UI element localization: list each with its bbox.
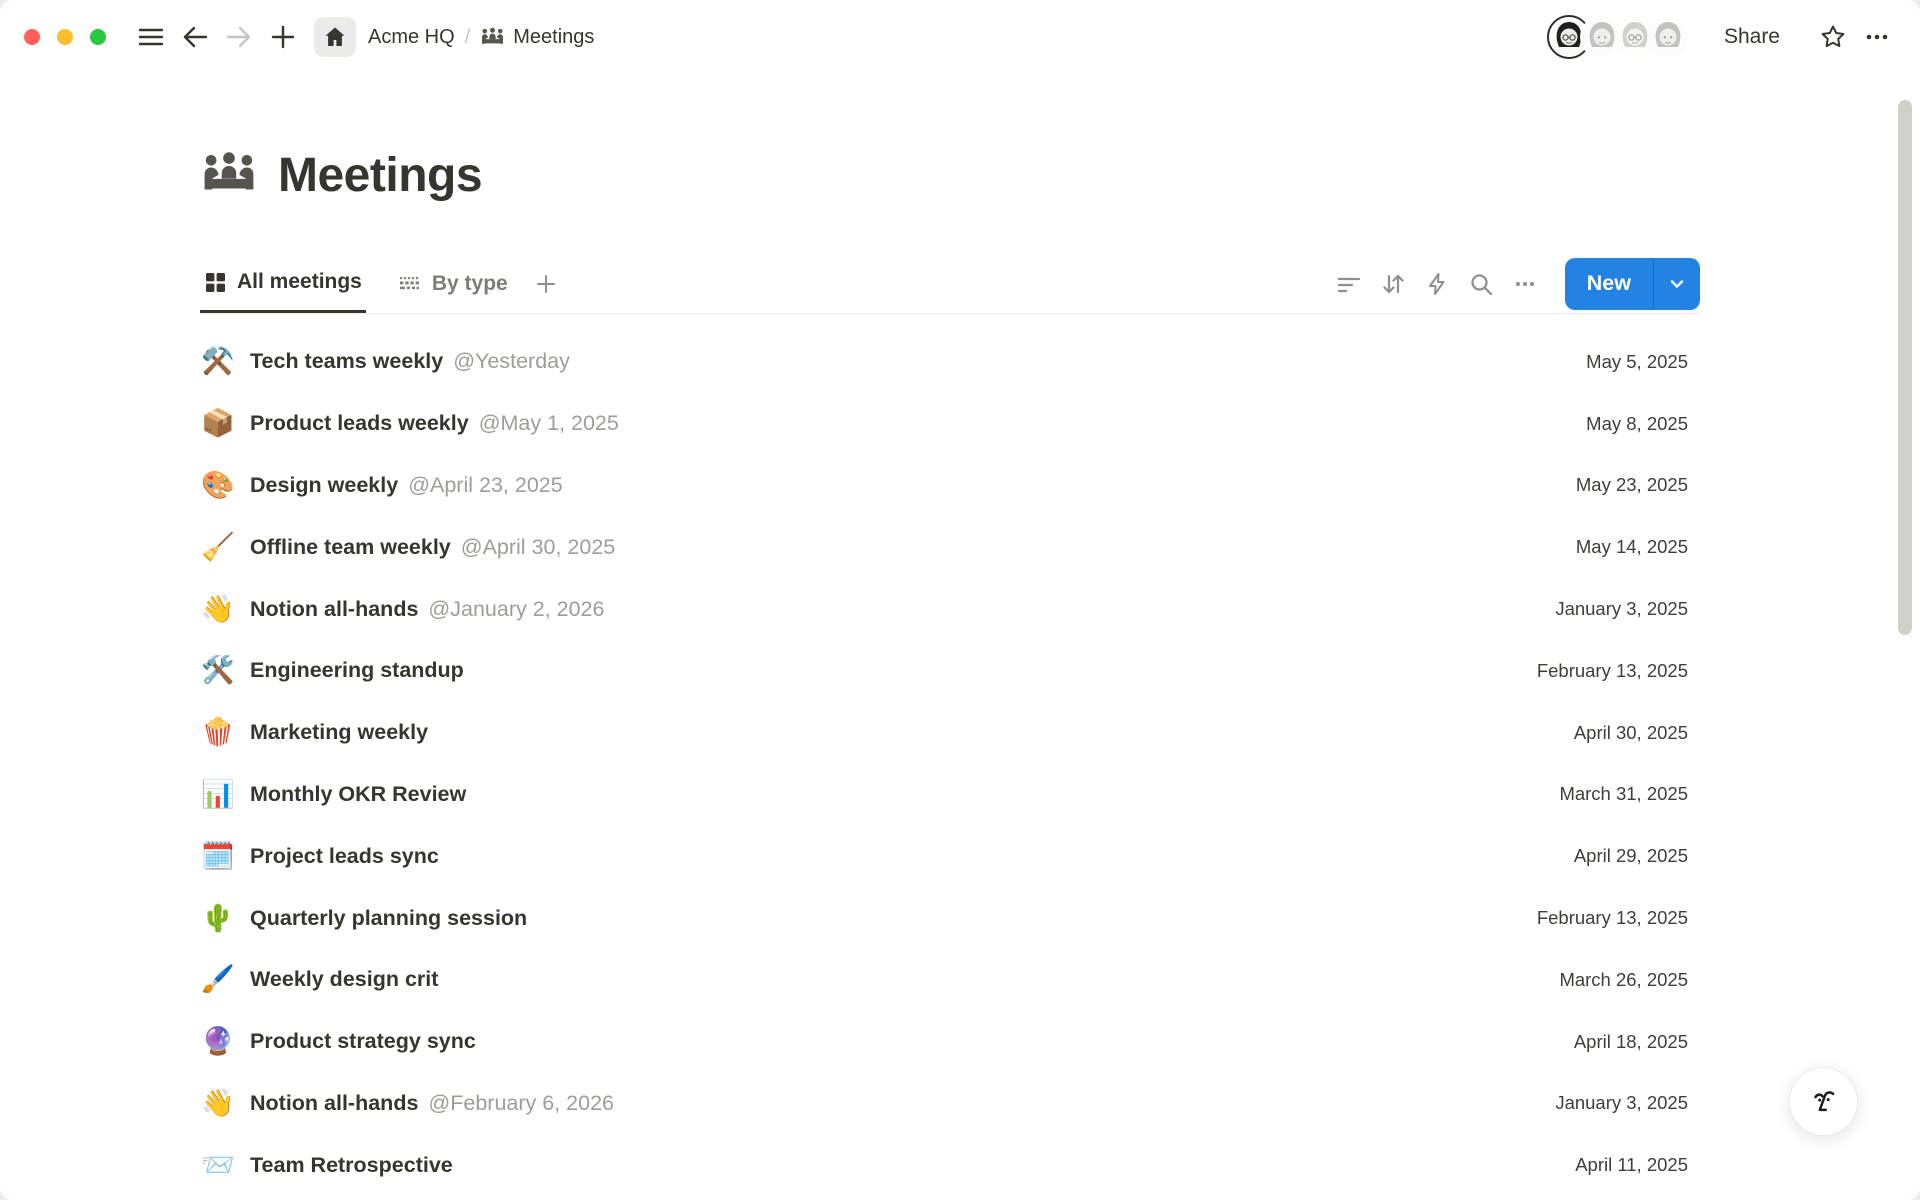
meetings-list bbox=[200, 316, 1700, 1196]
meeting-row[interactable] bbox=[200, 702, 1700, 764]
incoming-envelope-icon: 📨 bbox=[201, 1149, 235, 1180]
presence-avatars[interactable] bbox=[1547, 15, 1690, 59]
row-title[interactable]: Product strategy sync bbox=[250, 1029, 476, 1054]
tab-label: All meetings bbox=[237, 270, 362, 293]
row-title[interactable]: Monthly OKR Review bbox=[250, 781, 467, 806]
share-button[interactable]: Share bbox=[1723, 25, 1780, 48]
row-date-mention[interactable]: @Yesterday bbox=[453, 349, 570, 374]
bar-chart-icon: 📊 bbox=[201, 778, 235, 809]
hammer-and-pick-icon: ⚒️ bbox=[201, 346, 235, 377]
popcorn-icon: 🍿 bbox=[201, 717, 235, 748]
waving-hand-icon: 👋 bbox=[201, 1087, 235, 1118]
forward-arrow-icon bbox=[225, 23, 253, 51]
search-icon bbox=[1468, 271, 1494, 297]
row-date: April 11, 2025 bbox=[1575, 1154, 1688, 1176]
row-title[interactable]: Project leads sync bbox=[250, 843, 439, 868]
home-icon bbox=[323, 25, 347, 49]
hammer-and-wrench-icon: 🛠️ bbox=[201, 655, 235, 686]
board-view-icon bbox=[398, 272, 422, 296]
meeting-row[interactable] bbox=[200, 887, 1700, 949]
row-date: May 23, 2025 bbox=[1575, 474, 1688, 496]
new-dropdown-button[interactable] bbox=[1654, 258, 1700, 310]
chevron-down-icon bbox=[1667, 274, 1687, 294]
ellipsis-icon bbox=[1862, 22, 1892, 52]
meeting-row[interactable] bbox=[200, 1011, 1700, 1073]
tab-by-type[interactable] bbox=[394, 254, 512, 313]
new-button[interactable]: New bbox=[1586, 271, 1631, 295]
view-more-button[interactable] bbox=[1507, 266, 1543, 302]
meeting-row[interactable] bbox=[200, 578, 1700, 640]
breadcrumb-workspace[interactable]: Acme HQ bbox=[368, 25, 455, 48]
row-date: May 14, 2025 bbox=[1575, 536, 1688, 558]
meeting-people-icon[interactable] bbox=[200, 146, 258, 204]
back-button[interactable] bbox=[178, 20, 212, 54]
meeting-row[interactable] bbox=[200, 455, 1700, 517]
star-icon bbox=[1819, 23, 1847, 51]
meeting-row[interactable] bbox=[200, 516, 1700, 578]
new-tab-button[interactable] bbox=[266, 20, 300, 54]
meeting-row[interactable] bbox=[200, 1134, 1700, 1196]
page-more-button[interactable] bbox=[1858, 18, 1896, 56]
add-view-button[interactable] bbox=[534, 254, 558, 313]
row-date: May 8, 2025 bbox=[1586, 412, 1688, 434]
row-title[interactable]: Offline team weekly bbox=[250, 534, 451, 559]
new-button-group bbox=[1565, 258, 1700, 310]
meeting-row[interactable] bbox=[200, 949, 1700, 1011]
row-date: January 3, 2025 bbox=[1555, 1092, 1688, 1114]
top-bar bbox=[0, 0, 1920, 74]
row-date-mention[interactable]: @February 6, 2026 bbox=[428, 1090, 614, 1115]
row-title[interactable]: Notion all-hands bbox=[250, 1090, 419, 1115]
database-toolbar bbox=[1331, 254, 1700, 313]
breadcrumb-page-title: Meetings bbox=[513, 25, 595, 48]
meeting-row[interactable] bbox=[200, 393, 1700, 455]
back-arrow-icon bbox=[181, 23, 209, 51]
lightning-icon bbox=[1424, 271, 1450, 297]
row-date: April 18, 2025 bbox=[1573, 1030, 1688, 1052]
vertical-scrollbar[interactable] bbox=[1898, 100, 1912, 635]
package-icon: 📦 bbox=[201, 408, 235, 439]
row-date-mention[interactable]: @May 1, 2025 bbox=[478, 411, 619, 436]
row-title[interactable]: Tech teams weekly bbox=[250, 349, 444, 374]
sort-icon bbox=[1380, 271, 1406, 297]
breadcrumb-page[interactable] bbox=[476, 23, 598, 52]
cactus-icon: 🌵 bbox=[201, 902, 235, 933]
page-title[interactable]: Meetings bbox=[278, 148, 483, 202]
row-date: March 31, 2025 bbox=[1559, 783, 1688, 805]
view-tabs-bar bbox=[200, 254, 1700, 314]
row-date-mention[interactable]: @April 23, 2025 bbox=[408, 472, 563, 497]
minimize-window-button[interactable] bbox=[57, 29, 73, 45]
row-date-mention[interactable]: @April 30, 2025 bbox=[460, 534, 616, 559]
avatar-4[interactable] bbox=[1646, 15, 1690, 59]
sidebar-menu-button[interactable] bbox=[134, 20, 168, 54]
row-title[interactable]: Notion all-hands bbox=[250, 596, 419, 621]
sort-button[interactable] bbox=[1375, 266, 1411, 302]
meeting-row[interactable] bbox=[200, 764, 1700, 826]
row-title[interactable]: Team Retrospective bbox=[250, 1152, 453, 1177]
meeting-row[interactable] bbox=[200, 825, 1700, 887]
row-date: January 3, 2025 bbox=[1555, 598, 1688, 620]
row-title[interactable]: Engineering standup bbox=[250, 658, 464, 683]
menu-icon bbox=[137, 23, 165, 51]
grid-view-icon bbox=[204, 271, 227, 294]
meeting-row[interactable] bbox=[200, 640, 1700, 702]
row-date: February 13, 2025 bbox=[1536, 907, 1688, 929]
favorite-button[interactable] bbox=[1814, 18, 1852, 56]
waving-hand-icon: 👋 bbox=[201, 593, 235, 624]
page-header bbox=[200, 146, 482, 204]
meeting-people-icon bbox=[480, 25, 505, 50]
more-icon bbox=[1512, 271, 1538, 297]
breadcrumb bbox=[364, 23, 598, 52]
close-window-button[interactable] bbox=[24, 29, 40, 45]
row-date-mention[interactable]: @January 2, 2026 bbox=[428, 596, 605, 621]
broom-icon: 🧹 bbox=[201, 531, 235, 562]
home-button[interactable] bbox=[314, 17, 356, 57]
plus-icon bbox=[269, 23, 297, 51]
plus-icon bbox=[534, 272, 558, 296]
tab-all-meetings[interactable] bbox=[200, 254, 366, 313]
forward-button[interactable] bbox=[222, 20, 256, 54]
meeting-row[interactable] bbox=[200, 331, 1700, 393]
automations-button[interactable] bbox=[1419, 266, 1455, 302]
artist-palette-icon: 🎨 bbox=[201, 469, 235, 500]
row-title[interactable]: Product leads weekly bbox=[250, 411, 469, 436]
row-title[interactable]: Design weekly bbox=[250, 472, 399, 497]
topbar-right bbox=[1547, 15, 1896, 59]
row-title[interactable]: Weekly design crit bbox=[250, 967, 439, 992]
breadcrumb-separator: / bbox=[464, 25, 471, 48]
traffic-lights bbox=[24, 29, 106, 45]
tab-label: By type bbox=[431, 271, 508, 295]
notion-ai-face-icon bbox=[1807, 1085, 1841, 1119]
row-date: April 30, 2025 bbox=[1573, 721, 1688, 743]
zoom-window-button[interactable] bbox=[90, 29, 106, 45]
spiral-calendar-icon: 🗓️ bbox=[201, 840, 235, 871]
meeting-row[interactable] bbox=[200, 1073, 1700, 1135]
row-title[interactable]: Marketing weekly bbox=[250, 720, 429, 745]
row-date: April 29, 2025 bbox=[1573, 845, 1688, 867]
crystal-ball-icon: 🔮 bbox=[201, 1026, 235, 1057]
row-date: February 13, 2025 bbox=[1536, 659, 1688, 681]
paintbrush-icon: 🖌️ bbox=[201, 964, 235, 995]
row-date: March 26, 2025 bbox=[1559, 968, 1688, 990]
search-button[interactable] bbox=[1463, 266, 1499, 302]
filter-button[interactable] bbox=[1331, 266, 1367, 302]
row-title[interactable]: Quarterly planning session bbox=[250, 905, 528, 930]
filter-icon bbox=[1336, 271, 1362, 297]
row-date: May 5, 2025 bbox=[1586, 350, 1688, 372]
notion-ai-button[interactable] bbox=[1789, 1067, 1858, 1136]
